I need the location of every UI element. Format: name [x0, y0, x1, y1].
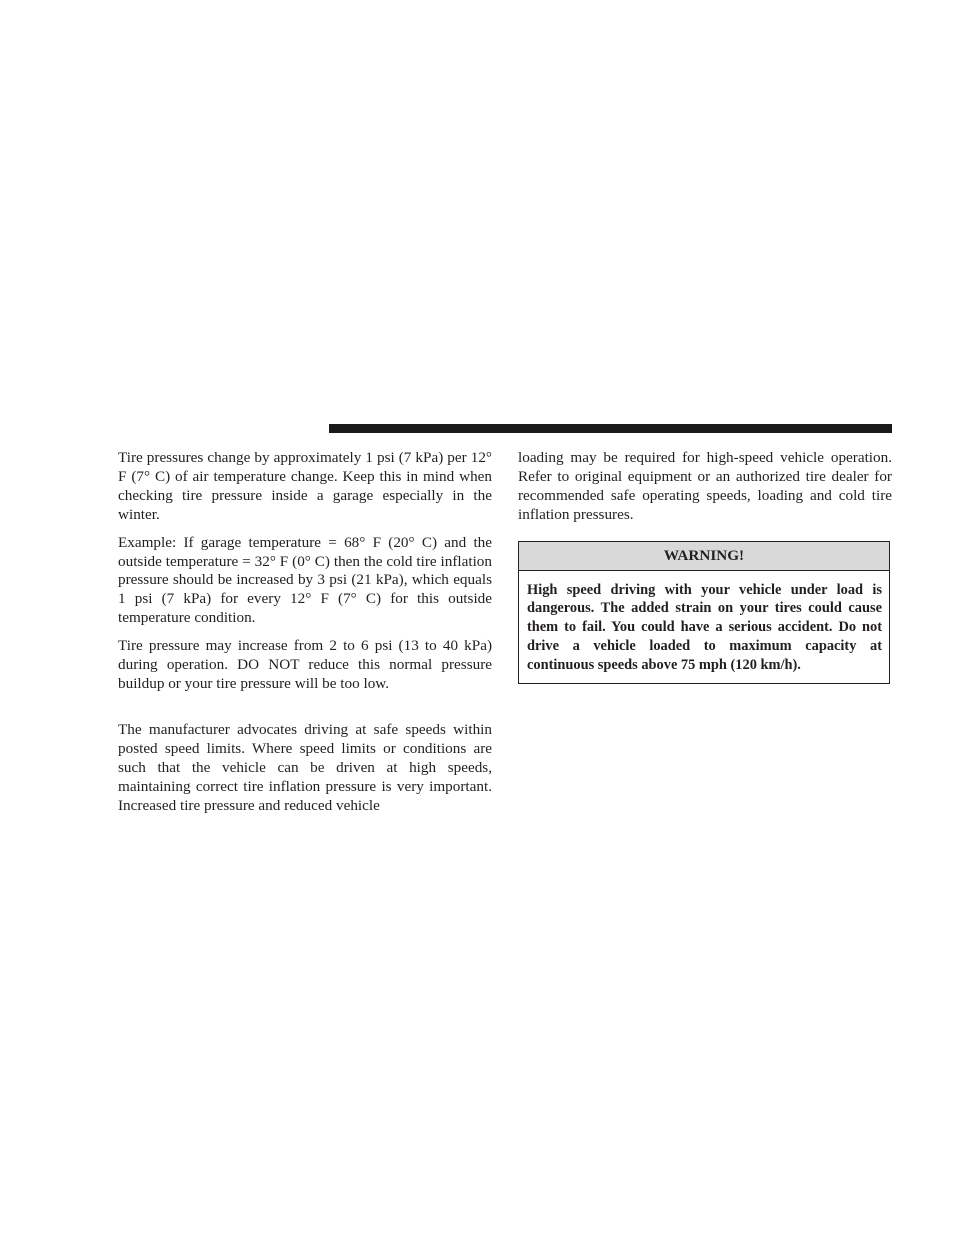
- warning-text: High speed driving with your vehicle under load is dangerous. The added strain on your tires could cause them to fail. You could have a serious accident. Do not drive a vehicle loaded to maximum capacity at continuous speeds above 75 mph (120 km/h).: [527, 581, 882, 673]
- paragraph-high-speed-loading: loading may be required for high-speed vehicle operation. Refer to original equipment or an authorized tire dealer for recommended safe operating speeds, loading and cold tire inflation pressures.: [518, 449, 892, 523]
- right-column: [518, 449, 892, 684]
- paragraph-temperature-change: Tire pressures change by approximately 1 psi (7 kPa) per 12° F (7° C) of air temperature change. Keep this in mind when checking tire pressure inside a garage especially in the winter.: [118, 449, 492, 523]
- paragraph-pressure-increase: Tire pressure may increase from 2 to 6 psi (13 to 40 kPa) during operation. DO NOT reduce this normal pressure buildup or your tire pressure will be too low.: [118, 637, 492, 692]
- paragraph-example: Example: If garage temperature = 68° F (20° C) and the outside temperature = 32° F (0° C) then the cold tire inflation pressure should be increased by 3 psi (21 kPa), which equals 1 psi (7 kPa) for every 12° F (7° C) for this outside temperature condition.: [118, 533, 492, 627]
- warning-box: [518, 541, 890, 684]
- warning-title: WARNING!: [519, 542, 889, 571]
- section-header-rule: [329, 424, 892, 433]
- left-column: [118, 449, 492, 815]
- paragraph-safe-speeds: The manufacturer advocates driving at safe speeds within posted speed limits. Where speed limits or conditions are such that the vehicle can be driven at high speeds, maintaining correct tire inflation pressure is very important. Increased tire pressure and reduced vehicle: [118, 720, 492, 814]
